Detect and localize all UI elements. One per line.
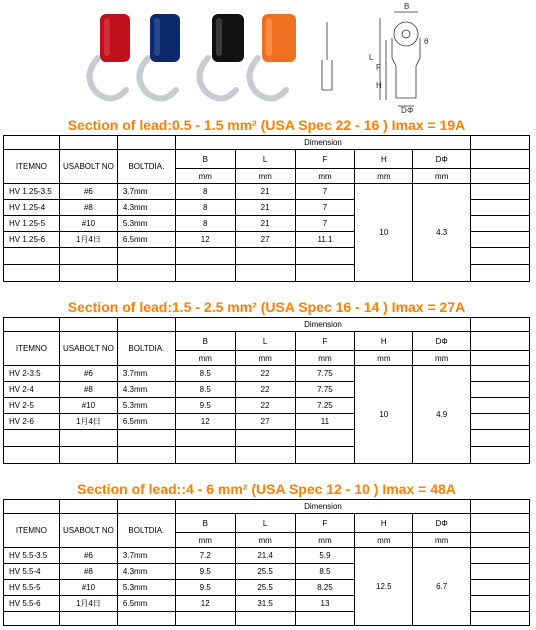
b-cell: 8.5 (175, 382, 235, 398)
section-title: Section of lead:1.5 - 2.5 mm² (USA Spec 16 - 14 ) Imax = 27A (3, 298, 530, 318)
usabolt-cell: #10 (59, 216, 117, 232)
b-cell: 12 (175, 596, 235, 612)
blank-cell (59, 500, 117, 514)
blank-cell (471, 580, 530, 596)
usabolt-cell: 1月4日 (59, 596, 117, 612)
blank-cell (59, 430, 117, 447)
drawing-label-f: F (376, 63, 381, 72)
usabolt-header: USABOLT NO (59, 150, 117, 184)
blank-cell (175, 430, 235, 447)
blank-cell (235, 612, 295, 626)
l-header: L (235, 514, 295, 533)
blank-cell (471, 332, 530, 351)
blank-cell (4, 318, 60, 332)
boltdia-cell: 6.5mm (117, 414, 175, 430)
itemno-cell: HV 2-4 (4, 382, 60, 398)
blank-cell (471, 366, 530, 382)
unit-cell: mm (413, 351, 471, 366)
drawing-label-angle: θ (424, 37, 429, 46)
b-header: B (175, 150, 235, 169)
blank-cell (4, 447, 60, 464)
h-header: H (355, 150, 413, 169)
blank-cell (117, 248, 175, 265)
usabolt-cell: #8 (59, 382, 117, 398)
blank-cell (4, 500, 60, 514)
blank-cell (471, 382, 530, 398)
table-row (4, 184, 530, 200)
blank-cell (471, 184, 530, 200)
terminal-black (199, 14, 244, 99)
blank-cell (471, 398, 530, 414)
drawing-label-h: H (376, 81, 382, 90)
section-title: Section of lead:0.5 - 1.5 mm² (USA Spec 22 - 16 ) Imax = 19A (3, 116, 530, 136)
itemno-cell: HV 5.5-3.5 (4, 548, 60, 564)
blank-cell (471, 414, 530, 430)
itemno-header: ITEMNO (4, 514, 60, 548)
unit-cell: mm (175, 351, 235, 366)
unit-cell: mm (413, 533, 471, 548)
blank-cell (175, 447, 235, 464)
usabolt-cell: #8 (59, 564, 117, 580)
dphi-header: DΦ (413, 514, 471, 533)
blank-cell (471, 150, 530, 169)
itemno-cell: HV 2-6 (4, 414, 60, 430)
unit-cell: mm (235, 169, 295, 184)
unit-cell: mm (295, 169, 355, 184)
boltdia-cell: 6.5mm (117, 232, 175, 248)
unit-cell: mm (295, 351, 355, 366)
drawing-label-b: B (404, 2, 410, 11)
itemno-cell: HV 5.5-5 (4, 580, 60, 596)
f-header: F (295, 514, 355, 533)
unit-cell: mm (413, 169, 471, 184)
blank-cell (471, 447, 530, 464)
unit-cell: mm (355, 169, 413, 184)
blank-cell (4, 248, 60, 265)
blank-cell (471, 514, 530, 533)
l-cell: 22 (235, 382, 295, 398)
b-cell: 12 (175, 414, 235, 430)
f-cell: 8.5 (295, 564, 355, 580)
f-header: F (295, 150, 355, 169)
dphi-cell: 4.3 (413, 184, 471, 282)
usabolt-cell: #8 (59, 200, 117, 216)
f-cell: 5.9 (295, 548, 355, 564)
h-header: H (355, 514, 413, 533)
table-row (4, 548, 530, 564)
itemno-cell: HV 2-5 (4, 398, 60, 414)
unit-cell: mm (175, 169, 235, 184)
f-cell: 13 (295, 596, 355, 612)
h-cell: 10 (355, 184, 413, 282)
f-cell: 7 (295, 200, 355, 216)
l-cell: 21 (235, 216, 295, 232)
l-cell: 21.4 (235, 548, 295, 564)
b-cell: 8 (175, 216, 235, 232)
b-cell: 12 (175, 232, 235, 248)
section-title: Section of lead::4 - 6 mm² (USA Spec 12 - 10 ) Imax = 48A (3, 480, 530, 500)
l-cell: 31.5 (235, 596, 295, 612)
blank-cell (235, 430, 295, 447)
terminal-blue (139, 14, 180, 99)
dphi-cell: 6.7 (413, 548, 471, 626)
usabolt-cell: 1月4日 (59, 232, 117, 248)
blank-cell (235, 447, 295, 464)
blank-cell (471, 596, 530, 612)
spec-table (3, 135, 530, 282)
unit-cell: mm (235, 533, 295, 548)
boltdia-cell: 4.3mm (117, 200, 175, 216)
blank-cell (175, 248, 235, 265)
b-cell: 8 (175, 184, 235, 200)
blank-cell (471, 136, 530, 150)
blank-cell (295, 612, 355, 626)
blank-cell (471, 548, 530, 564)
h-header: H (355, 332, 413, 351)
blank-cell (471, 612, 530, 626)
boltdia-header: BOLTDIA. (117, 332, 175, 366)
blank-cell (471, 564, 530, 580)
blank-cell (59, 612, 117, 626)
blank-cell (4, 265, 60, 282)
blank-cell (117, 447, 175, 464)
blank-cell (471, 533, 530, 548)
l-header: L (235, 332, 295, 351)
boltdia-cell: 4.3mm (117, 564, 175, 580)
blank-cell (471, 248, 530, 265)
drawing-label-l: L (369, 53, 374, 62)
blank-cell (471, 216, 530, 232)
itemno-cell: HV 1.25-3.5 (4, 184, 60, 200)
b-cell: 9.5 (175, 580, 235, 596)
dimension-header: Dimension (175, 500, 470, 514)
blank-cell (117, 500, 175, 514)
blank-cell (117, 136, 175, 150)
f-cell: 7.75 (295, 382, 355, 398)
dphi-header: DΦ (413, 332, 471, 351)
b-cell: 7.2 (175, 548, 235, 564)
usabolt-cell: #6 (59, 366, 117, 382)
h-cell: 12.5 (355, 548, 413, 626)
f-cell: 11 (295, 414, 355, 430)
product-header-image (0, 0, 536, 115)
itemno-cell: HV 1.25-5 (4, 216, 60, 232)
boltdia-cell: 5.3mm (117, 398, 175, 414)
blank-cell (235, 248, 295, 265)
blank-cell (295, 447, 355, 464)
usabolt-cell: #10 (59, 398, 117, 414)
boltdia-cell: 5.3mm (117, 216, 175, 232)
usabolt-cell: 1月4日 (59, 414, 117, 430)
boltdia-cell: 5.3mm (117, 580, 175, 596)
b-cell: 8.5 (175, 366, 235, 382)
drawing-label-d: D (401, 106, 407, 115)
blank-cell (295, 248, 355, 265)
l-cell: 22 (235, 398, 295, 414)
blank-cell (471, 169, 530, 184)
b-cell: 8 (175, 200, 235, 216)
blank-cell (4, 612, 60, 626)
f-cell: 7.25 (295, 398, 355, 414)
boltdia-header: BOLTDIA. (117, 514, 175, 548)
l-header: L (235, 150, 295, 169)
usabolt-cell: #10 (59, 580, 117, 596)
blank-cell (295, 430, 355, 447)
blank-cell (117, 318, 175, 332)
b-cell: 9.5 (175, 564, 235, 580)
h-cell: 10 (355, 366, 413, 464)
boltdia-cell: 3.7mm (117, 548, 175, 564)
blank-cell (4, 136, 60, 150)
terminal-red (89, 14, 130, 99)
dphi-cell: 4.9 (413, 366, 471, 464)
unit-cell: mm (355, 351, 413, 366)
usabolt-cell: #6 (59, 548, 117, 564)
blank-cell (471, 351, 530, 366)
boltdia-cell: 6.5mm (117, 596, 175, 612)
blank-cell (117, 430, 175, 447)
l-cell: 22 (235, 366, 295, 382)
blank-cell (471, 200, 530, 216)
f-cell: 11.1 (295, 232, 355, 248)
b-header: B (175, 332, 235, 351)
terminal-orange (249, 14, 296, 99)
unit-cell: mm (235, 351, 295, 366)
blank-cell (471, 265, 530, 282)
usabolt-header: USABOLT NO (59, 514, 117, 548)
boltdia-cell: 3.7mm (117, 366, 175, 382)
blank-cell (59, 318, 117, 332)
l-cell: 21 (235, 200, 295, 216)
boltdia-cell: 4.3mm (117, 382, 175, 398)
blank-cell (175, 612, 235, 626)
l-cell: 27 (235, 232, 295, 248)
blank-cell (59, 447, 117, 464)
f-cell: 7 (295, 184, 355, 200)
unit-cell: mm (355, 533, 413, 548)
itemno-cell: HV 5.5-4 (4, 564, 60, 580)
itemno-header: ITEMNO (4, 150, 60, 184)
blank-cell (117, 265, 175, 282)
blank-cell (471, 232, 530, 248)
itemno-header: ITEMNO (4, 332, 60, 366)
unit-cell: mm (175, 533, 235, 548)
dphi-header: DΦ (413, 150, 471, 169)
blank-cell (235, 265, 295, 282)
blank-cell (59, 265, 117, 282)
blank-cell (117, 612, 175, 626)
l-cell: 21 (235, 184, 295, 200)
itemno-cell: HV 2-3.5 (4, 366, 60, 382)
blank-cell (471, 500, 530, 514)
l-cell: 25.5 (235, 564, 295, 580)
spec-table (3, 317, 530, 464)
blank-cell (471, 430, 530, 447)
boltdia-header: BOLTDIA. (117, 150, 175, 184)
usabolt-cell: #6 (59, 184, 117, 200)
blank-cell (59, 248, 117, 265)
dimension-header: Dimension (175, 136, 470, 150)
dimension-header: Dimension (175, 318, 470, 332)
itemno-cell: HV 1.25-6 (4, 232, 60, 248)
usabolt-header: USABOLT NO (59, 332, 117, 366)
blank-cell (295, 265, 355, 282)
f-header: F (295, 332, 355, 351)
b-header: B (175, 514, 235, 533)
unit-cell: mm (295, 533, 355, 548)
l-cell: 27 (235, 414, 295, 430)
spec-table (3, 499, 530, 626)
drawing-label-phi: Φ (407, 106, 414, 115)
f-cell: 7.75 (295, 366, 355, 382)
blank-cell (175, 265, 235, 282)
boltdia-cell: 3.7mm (117, 184, 175, 200)
blank-cell (4, 430, 60, 447)
l-cell: 25.5 (235, 580, 295, 596)
itemno-cell: HV 1.25-4 (4, 200, 60, 216)
blank-cell (471, 318, 530, 332)
itemno-cell: HV 5.5-6 (4, 596, 60, 612)
f-cell: 7 (295, 216, 355, 232)
b-cell: 9.5 (175, 398, 235, 414)
blank-cell (59, 136, 117, 150)
table-row (4, 366, 530, 382)
f-cell: 8.25 (295, 580, 355, 596)
